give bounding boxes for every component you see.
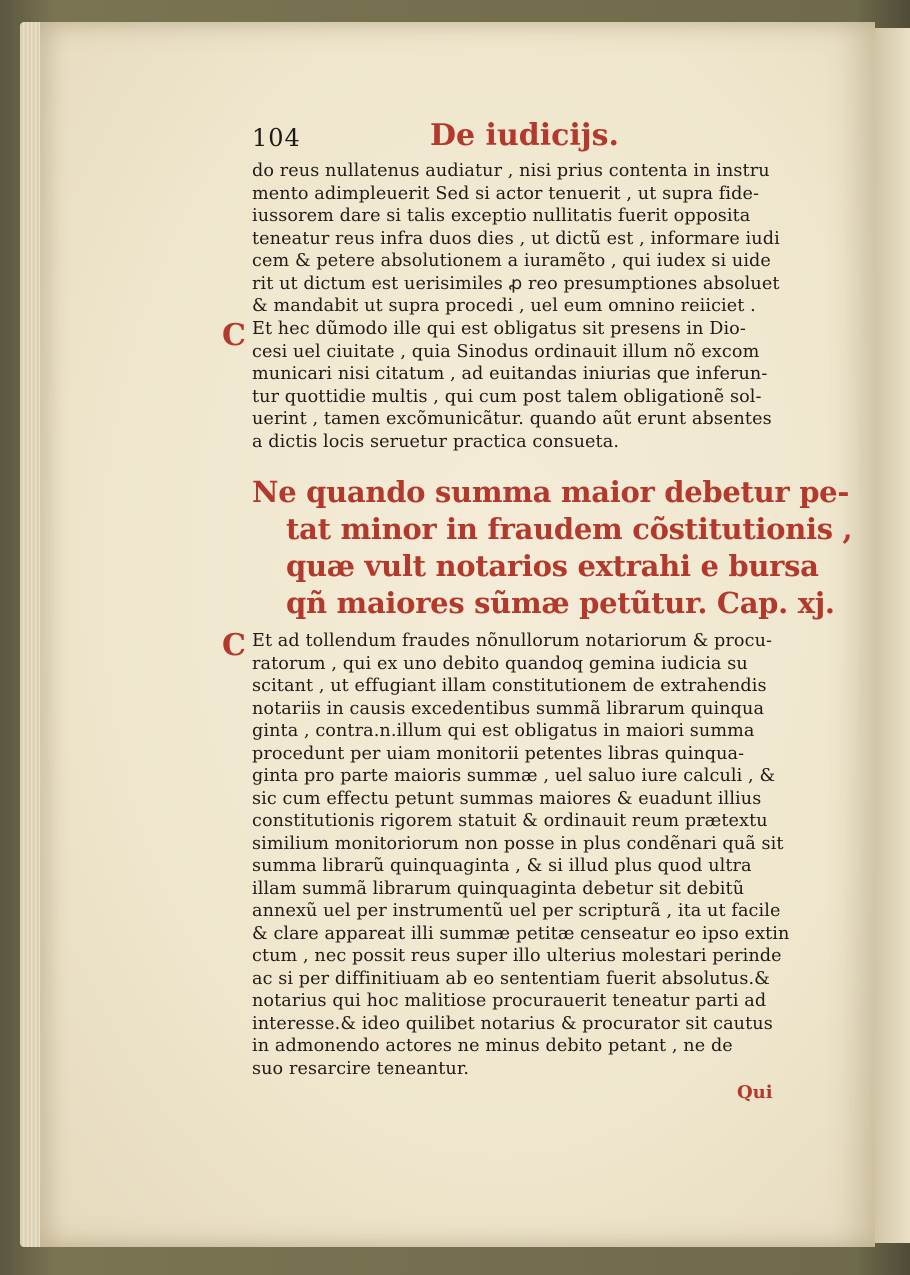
running-title: De iudicijs.: [430, 118, 619, 153]
paragraph-3: [252, 630, 792, 1080]
text-line: uerint , tamen excõmunicãtur. quando aũt erunt absentes: [252, 409, 772, 429]
catchword: Qui: [737, 1082, 773, 1103]
text-line: municari nisi citatum , ad euitandas iniurias que inferun-: [252, 364, 768, 384]
text-line: ginta pro parte maioris summæ , uel saluo iure calculi , &: [252, 766, 776, 786]
text-line: similium monitoriorum non posse in plus condẽnari quã sit: [252, 833, 784, 854]
heading-line: qñ maiores sũmæ petũtur. Cap. xj.: [286, 586, 835, 620]
text-line: do reus nullatenus audiatur , nisi prius contenta in instru: [252, 161, 770, 181]
paragraph-2: [252, 318, 792, 453]
text-line: tur quottidie multis , qui cum post talem obligationẽ sol-: [252, 386, 762, 407]
text-line: Et ad tollendum fraudes nõnullorum notariorum & procu-: [252, 631, 773, 651]
text-line: rit ut dictum est uerisimiles ꝓ reo presumptiones absoluet: [252, 273, 780, 294]
text-line: in admonendo actores ne minus debito petant , ne de: [252, 1036, 733, 1056]
text-line: & clare appareat illi summæ petitæ censeatur eo ipso extin: [252, 923, 790, 944]
text-line: & mandabit ut supra procedi , uel eum omnino reiiciet .: [252, 296, 756, 316]
text-line: procedunt per uiam monitorii petentes libras quinqua-: [252, 743, 745, 764]
text-line: ctum , nec possit reus super illo ulterius molestari perinde: [252, 946, 782, 966]
text-line: teneatur reus infra duos dies , ut dictũ est , informare iudi: [252, 228, 780, 249]
facing-page-edge: [872, 28, 910, 1243]
text-line: cesi uel ciuitate , quia Sinodus ordinauit illum nõ excom: [252, 341, 760, 362]
page-number: 104: [252, 124, 301, 152]
text-line: ratorum , qui ex uno debito quandoq gemina iudicia su: [252, 653, 748, 674]
text-line: notariis in causis excedentibus summã librarum quinqua: [252, 698, 765, 719]
text-line: cem & petere absolutionem a iuramẽto , qui iudex si uide: [252, 251, 771, 271]
text-line: iussorem dare si talis exceptio nullitatis fuerit opposita: [252, 206, 751, 226]
chapter-heading: [252, 474, 853, 622]
text-line: Et hec dũmodo ille qui est obligatus sit presens in Dio-: [252, 319, 746, 339]
text-line: summa librarũ quinquaginta , & si illud plus quod ultra: [252, 856, 752, 876]
text-line: notarius qui hoc malitiose procurauerit teneatur parti ad: [252, 991, 767, 1011]
paragraph-mark-icon: C: [222, 628, 246, 663]
text-line: scitant , ut effugiant illam constitutionem de extrahendis: [252, 676, 767, 696]
text-line: sic cum effectu petunt summas maiores & euadunt illius: [252, 788, 762, 809]
text-line: illam summã librarum quinquaginta debetur sit debitũ: [252, 878, 745, 899]
text-line: mento adimpleuerit Sed si actor tenuerit , ut supra fide-: [252, 183, 760, 204]
text-line: ginta , contra.n.illum qui est obligatus in maiori summa: [252, 721, 755, 741]
heading-line: tat minor in fraudem cõstitutionis ,: [286, 512, 853, 546]
paragraph-1: [252, 160, 792, 318]
heading-line: quæ vult notarios extrahi e bursa: [286, 549, 819, 583]
text-line: annexũ uel per instrumentũ uel per scripturã , ita ut facile: [252, 901, 781, 921]
text-line: suo resarcire teneantur.: [252, 1058, 470, 1079]
paragraph-mark-icon: C: [222, 318, 246, 353]
text-line: interesse.& ideo quilibet notarius & procurator sit cautus: [252, 1013, 773, 1034]
text-line: constitutionis rigorem statuit & ordinauit reum prætextu: [252, 811, 768, 831]
text-line: a dictis locis seruetur practica consueta.: [252, 431, 620, 452]
page-header: [252, 118, 772, 160]
text-line: ac si per diffinitiuam ab eo sententiam fuerit absolutus.&: [252, 968, 770, 989]
heading-line: Ne quando summa maior debetur pe-: [252, 475, 850, 509]
